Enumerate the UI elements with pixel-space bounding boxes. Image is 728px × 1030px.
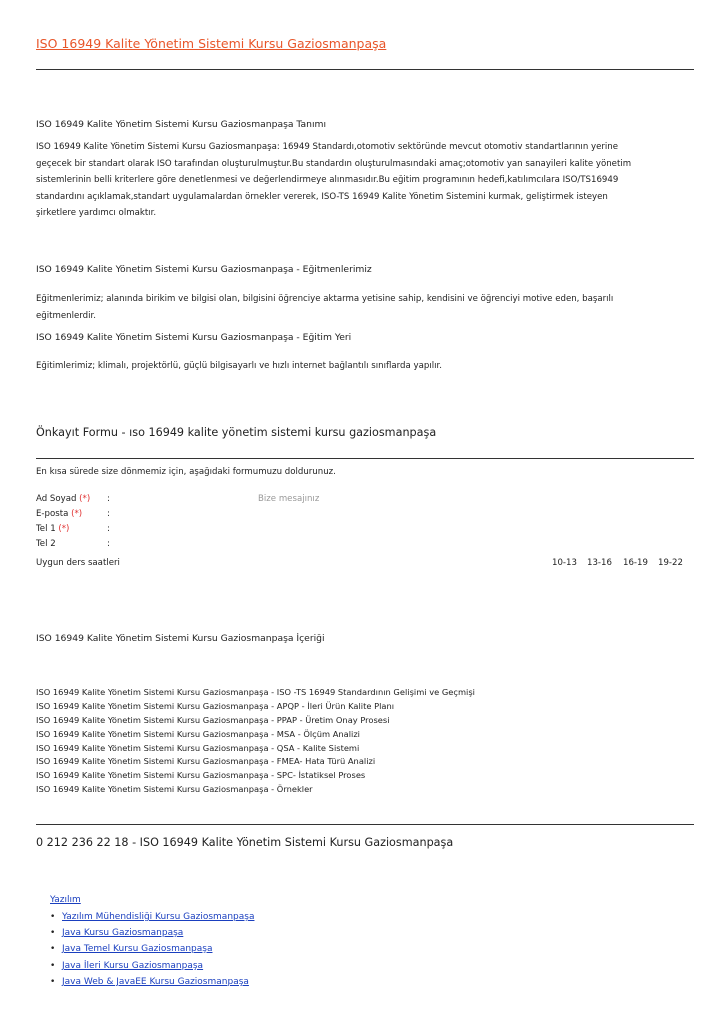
email-input[interactable]: : xyxy=(107,509,110,519)
hours-option[interactable]: 13-16 xyxy=(587,558,612,568)
hours-option[interactable]: 19-22 xyxy=(658,558,683,568)
location-text: Eğitimlerimiz; klimalı, projektörlü, güçlü bilgisayarlı ve hızlı internet bağlantılı sınıflarda yapılır. xyxy=(36,361,442,371)
bullet: • xyxy=(50,944,56,954)
hours-option[interactable]: 10-13 xyxy=(552,558,577,568)
form-intro: En kısa sürede size dönmemiz için, aşağıdaki formumuzu doldurunuz. xyxy=(36,467,336,477)
hours-option[interactable]: 16-19 xyxy=(623,558,648,568)
link-item[interactable]: Java Web & JavaEE Kursu Gaziosmanpaşa xyxy=(62,977,249,987)
bullet: • xyxy=(50,912,56,922)
page-title-link[interactable]: ISO 16949 Kalite Yönetim Sistemi Kursu Gaziosmanpaşa xyxy=(36,36,387,51)
phone-line: 0 212 236 22 18 - ISO 16949 Kalite Yönetim Sistemi Kursu Gaziosmanpaşa xyxy=(36,836,454,849)
list-item: ISO 16949 Kalite Yönetim Sistemi Kursu Gaziosmanpaşa - APQP - İleri Ürün Kalite Planı xyxy=(36,701,395,711)
list-item: ISO 16949 Kalite Yönetim Sistemi Kursu Gaziosmanpaşa - FMEA- Hata Türü Analizi xyxy=(36,756,376,766)
bullet: • xyxy=(50,977,56,987)
text-line: sistemlerinin belli kriterlere göre denetlenmesi ve değerlendirmeye alınmasıdır.Bu eğitim programının hedefi,katılımcılara ISO/TS16949 xyxy=(36,175,619,185)
bullet: • xyxy=(50,928,56,938)
definition-heading: ISO 16949 Kalite Yönetim Sistemi Kursu Gaziosmanpaşa Tanımı xyxy=(36,119,327,130)
category-link-yazilim[interactable]: Yazılım xyxy=(50,895,81,905)
phone2-label: Tel 2 xyxy=(36,539,56,549)
text-line: ISO 16949 Kalite Yönetim Sistemi Kursu Gaziosmanpaşa: 16949 Standardı,otomotiv sektöründe mevcut otomotiv standartlarının yerine xyxy=(36,142,619,152)
name-input[interactable]: : xyxy=(107,494,110,504)
divider xyxy=(36,824,694,825)
location-heading: ISO 16949 Kalite Yönetim Sistemi Kursu Gaziosmanpaşa - Eğitim Yeri xyxy=(36,332,352,343)
trainers-text xyxy=(36,291,688,324)
content-heading: ISO 16949 Kalite Yönetim Sistemi Kursu Gaziosmanpaşa İçeriği xyxy=(36,633,325,644)
name-label: Ad Soyad (*) xyxy=(36,494,91,504)
phone1-input[interactable]: : xyxy=(107,524,110,534)
link-item[interactable]: Java Temel Kursu Gaziosmanpaşa xyxy=(62,944,213,954)
list-item: ISO 16949 Kalite Yönetim Sistemi Kursu Gaziosmanpaşa - QSA - Kalite Sistemi xyxy=(36,743,360,753)
link-item[interactable]: Java Kursu Gaziosmanpaşa xyxy=(62,928,184,938)
link-item[interactable]: Java İleri Kursu Gaziosmanpaşa xyxy=(62,961,204,971)
link-item[interactable]: Yazılım Mühendisliği Kursu Gaziosmanpaşa xyxy=(62,912,255,922)
list-item: ISO 16949 Kalite Yönetim Sistemi Kursu Gaziosmanpaşa - Örnekler xyxy=(36,784,313,794)
email-label: E-posta (*) xyxy=(36,509,83,519)
form-title: Önkayıt Formu - ıso 16949 kalite yönetim sistemi kursu gaziosmanpaşa xyxy=(36,426,437,439)
divider xyxy=(36,69,694,70)
definition-text xyxy=(36,139,688,222)
message-textarea[interactable]: Bize mesajınız xyxy=(258,494,320,504)
text-line: eğitmenlerdir. xyxy=(36,310,96,321)
trainers-heading: ISO 16949 Kalite Yönetim Sistemi Kursu Gaziosmanpaşa - Eğitmenlerimiz xyxy=(36,264,372,275)
divider xyxy=(36,458,694,459)
hours-label: Uygun ders saatleri xyxy=(36,558,120,568)
list-item: ISO 16949 Kalite Yönetim Sistemi Kursu Gaziosmanpaşa - MSA - Ölçüm Analizi xyxy=(36,729,360,739)
list-item: ISO 16949 Kalite Yönetim Sistemi Kursu Gaziosmanpaşa - ISO -TS 16949 Standardının Gelişimi ve Geçmişi xyxy=(36,687,475,697)
list-item: ISO 16949 Kalite Yönetim Sistemi Kursu Gaziosmanpaşa - PPAP - Üretim Onay Prosesi xyxy=(36,715,390,725)
text-line: Eğitmenlerimiz; alanında birikim ve bilgisi olan, bilgisini öğrenciye aktarma yetisine sahip, kendisini ve öğrenciyi motive eden, başarılı xyxy=(36,294,614,304)
text-line: standardını açıklamak,standart uygulamalardan örnekler vererek, ISO-TS 16949 Kalite Yönetim Sistemini kurmak, geliştirmek isteyen xyxy=(36,191,608,202)
phone1-label: Tel 1 (*) xyxy=(36,524,70,534)
bullet: • xyxy=(50,961,56,971)
list-item: ISO 16949 Kalite Yönetim Sistemi Kursu Gaziosmanpaşa - SPC- İstatiksel Proses xyxy=(36,770,366,780)
phone2-input[interactable]: : xyxy=(107,539,110,549)
text-line: şirketlere yardımcı olmaktır. xyxy=(36,208,157,218)
text-line: geçecek bir standart olarak ISO tarafından oluşturulmuştur.Bu standardın oluşturulmasındaki amaç;otomotiv yan sanayileri kalite yönetim xyxy=(36,158,632,169)
